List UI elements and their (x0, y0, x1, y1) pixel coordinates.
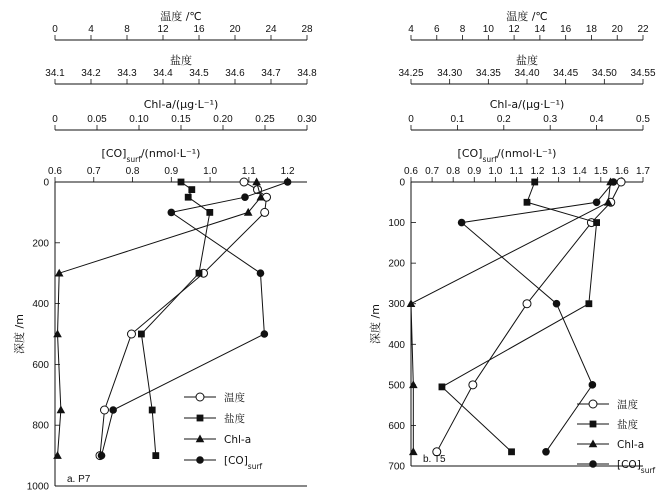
data-point (128, 330, 136, 338)
tick-label: 4 (408, 24, 414, 35)
tick-label: 1.0 (203, 166, 218, 177)
legend-label: $[CO]_{surf}$ (617, 459, 656, 475)
legend-marker (196, 456, 204, 464)
tick-label: 0.2 (496, 114, 511, 125)
data-point (593, 198, 601, 206)
data-point (523, 300, 531, 308)
data-point (196, 270, 203, 277)
data-point (101, 406, 109, 414)
depth-axis-title: 深度 /m (13, 314, 26, 354)
data-point (585, 300, 592, 307)
tick-label: 20 (229, 24, 241, 35)
legend-label: 盐度 (617, 419, 638, 431)
series-line (102, 182, 288, 456)
data-point (257, 269, 265, 277)
tick-label: 0.7 (425, 166, 440, 177)
data-point (531, 179, 538, 186)
tick-label: 0.6 (48, 166, 62, 177)
data-point (439, 383, 446, 390)
legend-label: 盐度 (224, 413, 245, 425)
tick-label: 400 (32, 299, 49, 311)
legend-marker (589, 440, 598, 448)
depth-axis-title: 深度 /m (369, 304, 382, 344)
tick-label: 0.6 (404, 166, 418, 177)
data-point (206, 209, 213, 216)
depth-axis (368, 178, 643, 473)
chart-panel-1 (12, 9, 317, 493)
data-point (188, 186, 195, 193)
data-point (152, 452, 159, 459)
tick-label: 0.8 (446, 166, 461, 177)
data-point (98, 452, 106, 460)
tick-label: 16 (193, 24, 205, 35)
axis-title: $[CO]_{surf}/(nmol\cdot L^{-1})$ (457, 147, 557, 164)
tick-label: 1.2 (280, 166, 295, 177)
data-point (524, 199, 531, 206)
tick-label: 34.4 (153, 68, 173, 79)
series-line (141, 182, 209, 456)
tick-label: 1000 (26, 481, 49, 493)
tick-label: 1.1 (241, 166, 256, 177)
legend-marker (589, 400, 597, 408)
tick-label: 0.3 (543, 114, 558, 125)
tick-label: 12 (508, 24, 520, 35)
tick-label: 10 (482, 24, 494, 35)
data-point (617, 178, 625, 186)
tick-label: 1.6 (614, 166, 629, 177)
tick-label: 34.2 (81, 68, 101, 79)
data-point (109, 406, 117, 414)
data-point (185, 194, 192, 201)
legend-marker (196, 435, 205, 443)
tick-label: 600 (32, 359, 49, 371)
tick-label: 0 (408, 114, 414, 125)
legend-label: Chl-a (224, 434, 252, 446)
data-point (508, 448, 515, 455)
tick-label: 34.55 (630, 68, 656, 79)
data-point (458, 219, 466, 227)
top-axis-co (404, 147, 650, 182)
top-axis-sal (45, 53, 317, 84)
data-point (409, 380, 418, 388)
tick-label: 500 (388, 380, 405, 392)
data-point (168, 209, 176, 217)
tick-label: 200 (388, 258, 405, 270)
tick-label: 1.3 (551, 166, 566, 177)
tick-label: 0.30 (297, 114, 317, 125)
tick-label: 0.9 (164, 166, 179, 177)
tick-label: 0.4 (589, 114, 604, 125)
data-point (261, 330, 269, 338)
tick-label: 4 (88, 24, 94, 35)
legend-marker (590, 421, 597, 428)
axis-title: $[CO]_{surf}/(nmol\cdot L^{-1})$ (101, 147, 201, 164)
tick-label: 0.1 (450, 114, 465, 125)
legend (577, 398, 656, 475)
series-line (411, 182, 611, 452)
tick-label: 34.5 (189, 68, 209, 79)
legend-label: 温度 (617, 399, 638, 411)
tick-label: 14 (534, 24, 546, 35)
tick-label: 0 (399, 177, 405, 189)
tick-label: 0.8 (125, 166, 140, 177)
data-point (542, 448, 550, 456)
axis-title: 盐度 (516, 54, 538, 67)
legend-marker (196, 393, 204, 401)
tick-label: 1.7 (636, 166, 650, 177)
tick-label: 12 (157, 24, 169, 35)
axis-title: Chl-a/(μg·L⁻¹) (489, 98, 565, 111)
tick-label: 300 (388, 299, 405, 311)
tick-label: 34.30 (437, 68, 463, 79)
tick-label: 800 (32, 420, 49, 432)
data-point (284, 178, 292, 186)
tick-label: 1.1 (509, 166, 524, 177)
tick-label: 34.25 (398, 68, 424, 79)
legend-marker (197, 415, 204, 422)
tick-label: 1.2 (530, 166, 545, 177)
tick-label: 8 (459, 24, 466, 35)
top-axis-temp (52, 9, 313, 40)
tick-label: 700 (388, 461, 405, 473)
top-axis-chl (52, 98, 317, 130)
data-point (593, 219, 600, 226)
chart-panel-2 (368, 9, 656, 475)
axis-title: 盐度 (170, 54, 192, 67)
tick-label: 22 (637, 24, 649, 35)
data-point (469, 381, 477, 389)
tick-label: 100 (388, 218, 405, 230)
data-point (178, 179, 185, 186)
tick-label: 0.5 (636, 114, 650, 125)
data-point (553, 300, 561, 308)
data-point (57, 406, 66, 414)
top-axis-sal (398, 53, 655, 84)
data-point (409, 447, 418, 455)
tick-label: 34.3 (117, 68, 137, 79)
top-axis-chl (408, 98, 650, 130)
tick-label: 34.1 (45, 68, 65, 79)
data-point (610, 178, 618, 186)
tick-label: 6 (433, 24, 440, 35)
tick-label: 1.0 (488, 166, 503, 177)
axis-title: Chl-a/(μg·L⁻¹) (143, 98, 219, 111)
tick-label: 24 (265, 24, 277, 35)
tick-label: 18 (585, 24, 598, 35)
data-point (252, 178, 261, 186)
tick-label: 1.4 (572, 166, 587, 177)
tick-label: 8 (124, 24, 130, 35)
tick-label: 0 (52, 24, 58, 35)
tick-label: 34.45 (553, 68, 579, 79)
legend (184, 391, 263, 471)
tick-label: 34.6 (225, 68, 245, 79)
tick-label: 0.15 (171, 114, 191, 125)
tick-label: 0 (43, 177, 49, 189)
legend-marker (589, 460, 597, 468)
tick-label: 34.50 (591, 68, 617, 79)
tick-label: 0.20 (213, 114, 233, 125)
panel-label: b. T5 (423, 454, 446, 465)
tick-label: 34.40 (514, 68, 540, 79)
tick-label: 0.05 (87, 114, 107, 125)
tick-label: 0.10 (129, 114, 149, 125)
tick-label: 16 (560, 24, 572, 35)
top-axis-temp (408, 9, 649, 40)
tick-label: 28 (301, 24, 313, 35)
series-co (98, 178, 292, 459)
legend-label: $[CO]_{surf}$ (224, 455, 263, 471)
axis-title: 温度 /℃ (506, 10, 548, 23)
data-point (261, 208, 269, 216)
legend-label: 温度 (224, 392, 245, 404)
tick-label: 600 (388, 420, 405, 432)
tick-label: 34.7 (261, 68, 281, 79)
legend-label: Chl-a (617, 439, 645, 451)
top-axis-co (48, 147, 307, 182)
axis-title: 温度 /℃ (160, 10, 202, 23)
data-point (149, 407, 156, 414)
tick-label: 34.8 (297, 68, 317, 79)
data-point (241, 193, 249, 201)
tick-label: 1.5 (593, 166, 608, 177)
tick-label: 0.25 (255, 114, 275, 125)
tick-label: 0 (52, 114, 58, 125)
tick-label: 34.35 (475, 68, 501, 79)
panel-label: a. P7 (67, 474, 91, 485)
tick-label: 20 (611, 24, 623, 35)
data-point (138, 331, 145, 338)
data-point (407, 299, 416, 307)
tick-label: 400 (388, 339, 405, 351)
tick-label: 0.9 (467, 166, 482, 177)
data-point (240, 178, 248, 186)
tick-label: 200 (32, 238, 49, 250)
tick-label: 0.7 (86, 166, 101, 177)
data-point (589, 381, 597, 389)
